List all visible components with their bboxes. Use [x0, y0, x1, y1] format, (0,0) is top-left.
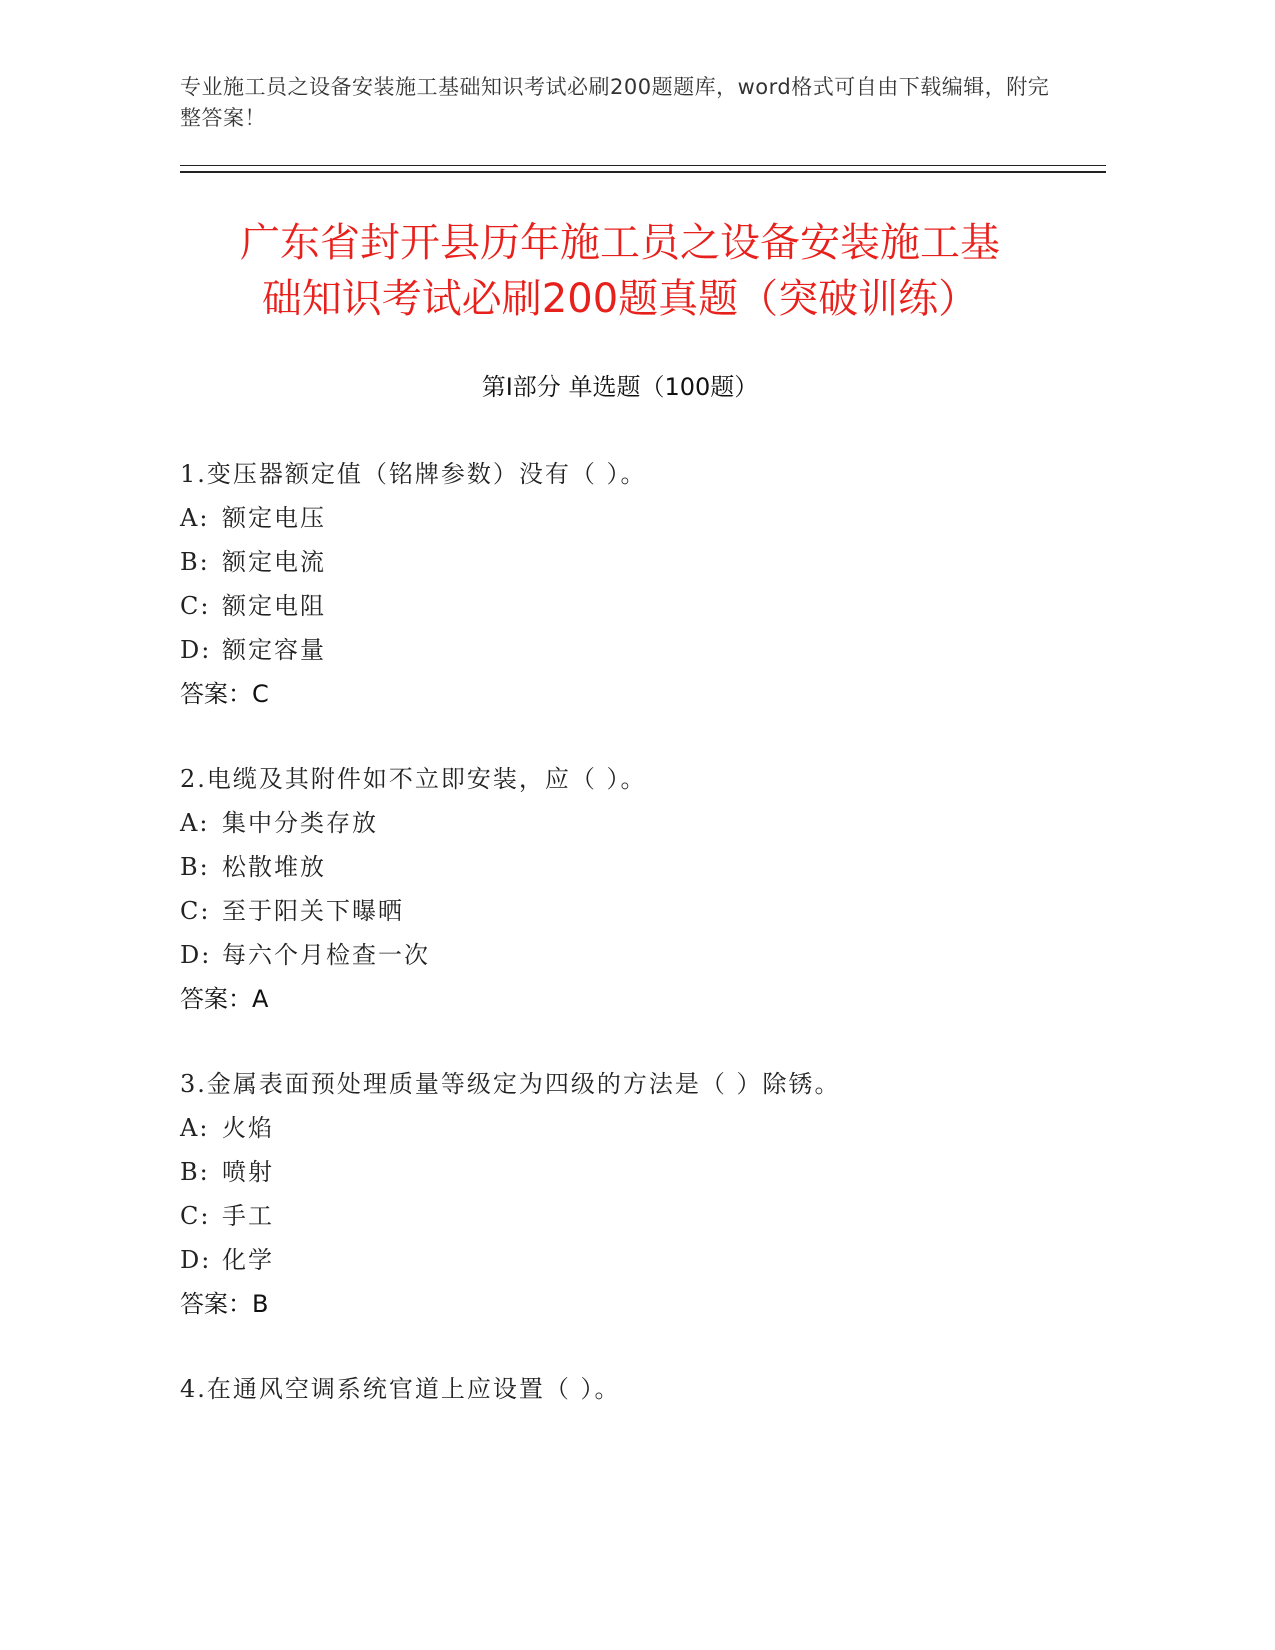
- option-text: 手工: [222, 1202, 274, 1230]
- option-b: [180, 540, 1080, 584]
- question-3: [180, 1062, 1080, 1326]
- header-divider-thick: [180, 171, 1106, 173]
- option-c: [180, 584, 1080, 628]
- section-title: 第Ⅰ部分 单选题（100题）: [481, 373, 759, 401]
- option-a: [180, 801, 1080, 845]
- question-stem: 4.在通风空调系统官道上应设置（ ）。: [180, 1375, 621, 1403]
- option-text: 化学: [222, 1246, 274, 1274]
- option-c: [180, 1194, 1080, 1238]
- header-note: 专业施工员之设备安装施工基础知识考试必刷200题题库，word格式可自由下载编辑，附完整答案！: [180, 75, 1050, 130]
- option-c: [180, 889, 1080, 933]
- option-a: [180, 496, 1080, 540]
- question-1: [180, 452, 1080, 716]
- question-stem: 3.金属表面预处理质量等级定为四级的方法是（ ）除锈。: [180, 1070, 841, 1098]
- option-d: [180, 628, 1080, 672]
- option-text: 额定电压: [222, 504, 326, 532]
- option-key: C:: [180, 592, 211, 620]
- option-key: C:: [180, 897, 211, 925]
- option-key: A:: [180, 504, 210, 532]
- option-key: B:: [180, 1158, 210, 1186]
- option-text: 集中分类存放: [222, 809, 378, 837]
- option-b: [180, 845, 1080, 889]
- option-d: [180, 933, 1080, 977]
- option-text: 至于阳关下曝晒: [222, 897, 404, 925]
- option-text: 每六个月检查一次: [222, 941, 430, 969]
- option-a: [180, 1106, 1080, 1150]
- question-stem: 1.变压器额定值（铭牌参数）没有（ ）。: [180, 460, 647, 488]
- question-4: [180, 1367, 1080, 1411]
- answer: 答案：B: [180, 1290, 269, 1318]
- option-key: B:: [180, 853, 210, 881]
- option-key: C:: [180, 1202, 211, 1230]
- option-text: 松散堆放: [222, 853, 326, 881]
- option-text: 火焰: [222, 1114, 274, 1142]
- option-b: [180, 1150, 1080, 1194]
- answer: 答案：C: [180, 680, 269, 708]
- option-text: 额定电流: [222, 548, 326, 576]
- option-text: 额定电阻: [222, 592, 326, 620]
- option-key: A:: [180, 1114, 210, 1142]
- title-line-1: 广东省封开县历年施工员之设备安装施工基: [240, 220, 1000, 266]
- option-key: B:: [180, 548, 210, 576]
- title-line-2: 础知识考试必刷200题真题（突破训练）: [261, 276, 979, 322]
- document-title: [180, 215, 1060, 327]
- option-d: [180, 1238, 1080, 1282]
- option-key: D:: [180, 636, 212, 664]
- option-key: D:: [180, 941, 212, 969]
- option-text: 额定容量: [222, 636, 326, 664]
- option-key: A:: [180, 809, 210, 837]
- question-stem: 2.电缆及其附件如不立即安装，应（ ）。: [180, 765, 647, 793]
- option-text: 喷射: [222, 1158, 274, 1186]
- question-2: [180, 757, 1080, 1021]
- answer: 答案：A: [180, 985, 269, 1013]
- header-divider-thin: [180, 165, 1106, 166]
- option-key: D:: [180, 1246, 212, 1274]
